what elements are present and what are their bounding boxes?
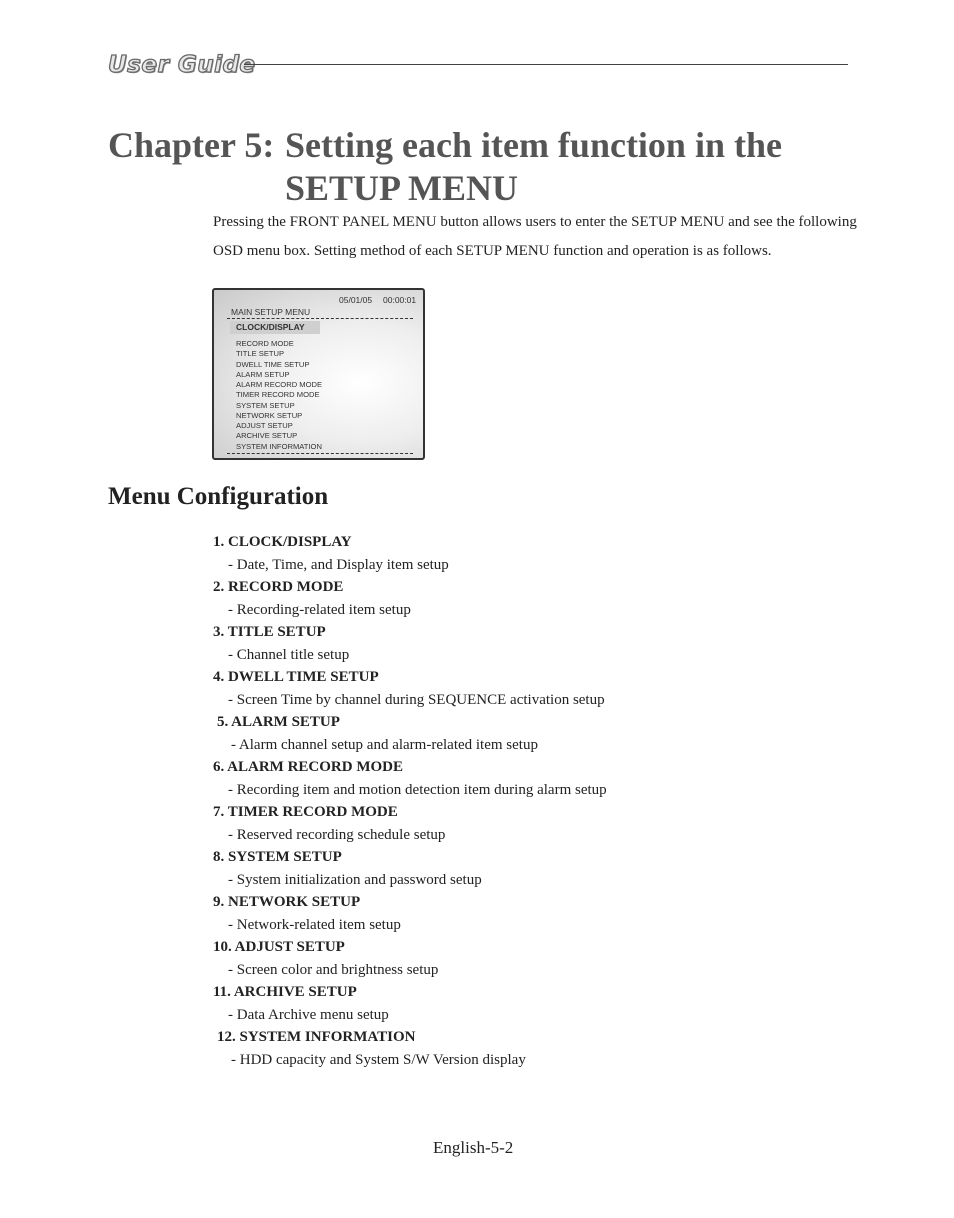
list-item: [0, 666, 954, 711]
menu-item-description: - Alarm channel setup and alarm-related item setup: [231, 736, 538, 753]
osd-menu-item: ADJUST SETUP: [236, 421, 293, 430]
menu-item-title: 1. CLOCK/DISPLAY: [213, 534, 352, 550]
osd-menu-item: TIMER RECORD MODE: [236, 390, 320, 400]
list-item: [0, 711, 954, 756]
menu-item-description: - Channel title setup: [228, 646, 350, 663]
list-item: [0, 576, 954, 621]
menu-item-title: 2. RECORD MODE: [213, 579, 344, 595]
list-item: [0, 846, 954, 891]
menu-item-description: - HDD capacity and System S/W Version display: [231, 1051, 526, 1068]
menu-item-title: 12. SYSTEM INFORMATION: [217, 1029, 416, 1045]
osd-menu-item: DWELL TIME SETUP: [236, 359, 310, 369]
osd-menu-item: SYSTEM INFORMATION: [236, 441, 322, 451]
section-title: Menu Configuration: [108, 483, 329, 510]
chapter-title-line-1: Setting each item function in the: [285, 125, 782, 165]
list-item: [0, 801, 954, 846]
osd-selected-item: CLOCK/DISPLAY: [230, 321, 320, 334]
osd-time: 00:00:01: [383, 295, 417, 305]
menu-configuration-list: [0, 531, 954, 1071]
menu-item-title: 9. NETWORK SETUP: [213, 894, 361, 910]
list-item: [0, 891, 954, 936]
chapter-title-line-2: SETUP MENU: [285, 168, 519, 208]
menu-item-description: - Data Archive menu setup: [228, 1006, 389, 1023]
osd-menu-item: TITLE SETUP: [236, 349, 285, 359]
osd-menu-title: MAIN SETUP MENU: [231, 307, 311, 317]
page-number: English-5-2: [433, 1138, 514, 1157]
osd-menu-item: ALARM SETUP: [236, 369, 290, 379]
chapter-prefix: Chapter 5:: [108, 125, 275, 165]
menu-item-description: - System initialization and password setup: [228, 871, 482, 888]
osd-divider-bottom: [227, 453, 413, 454]
menu-item-title: 8. SYSTEM SETUP: [213, 849, 342, 865]
osd-menu-item: ARCHIVE SETUP: [236, 431, 298, 441]
menu-item-description: - Screen Time by channel during SEQUENCE activation setup: [228, 691, 605, 708]
header-rule: [244, 64, 848, 65]
menu-item-description: - Date, Time, and Display item setup: [228, 556, 449, 573]
list-item: [0, 1026, 954, 1071]
osd-setup-menu-screenshot: [212, 288, 425, 460]
intro-paragraph: Pressing the FRONT PANEL MENU button allows users to enter the SETUP MENU and see the following OSD menu box. Setting method of each SETUP MENU function and operation is as follows.: [213, 214, 857, 259]
list-item: [0, 936, 954, 981]
list-item: [0, 756, 954, 801]
osd-menu-item: RECORD MODE: [236, 339, 294, 348]
menu-item-title: 10. ADJUST SETUP: [213, 939, 345, 955]
osd-menu-item: ALARM RECORD MODE: [236, 380, 323, 389]
menu-item-title: 7. TIMER RECORD MODE: [213, 804, 398, 820]
osd-date: 05/01/05: [339, 295, 373, 305]
list-item: [0, 621, 954, 666]
list-item: [0, 981, 954, 1026]
menu-item-title: 4. DWELL TIME SETUP: [213, 669, 379, 685]
menu-item-title: 11. ARCHIVE SETUP: [213, 984, 357, 1000]
osd-menu-item: NETWORK SETUP: [236, 410, 303, 420]
menu-item-description: - Recording item and motion detection item during alarm setup: [228, 781, 607, 798]
menu-item-description: - Reserved recording schedule setup: [228, 826, 446, 843]
osd-menu-items: [236, 339, 322, 452]
menu-item-title: 6. ALARM RECORD MODE: [213, 759, 403, 775]
menu-item-description: - Network-related item setup: [228, 916, 401, 933]
user-guide-logo: User Guide: [108, 52, 256, 78]
menu-item-title: 5. ALARM SETUP: [217, 714, 340, 730]
menu-item-description: - Recording-related item setup: [228, 601, 411, 618]
menu-item-title: 3. TITLE SETUP: [213, 624, 326, 640]
menu-item-description: - Screen color and brightness setup: [228, 961, 439, 978]
osd-menu-item: SYSTEM SETUP: [236, 400, 295, 410]
list-item: [0, 531, 954, 576]
osd-divider-top: [227, 318, 413, 319]
